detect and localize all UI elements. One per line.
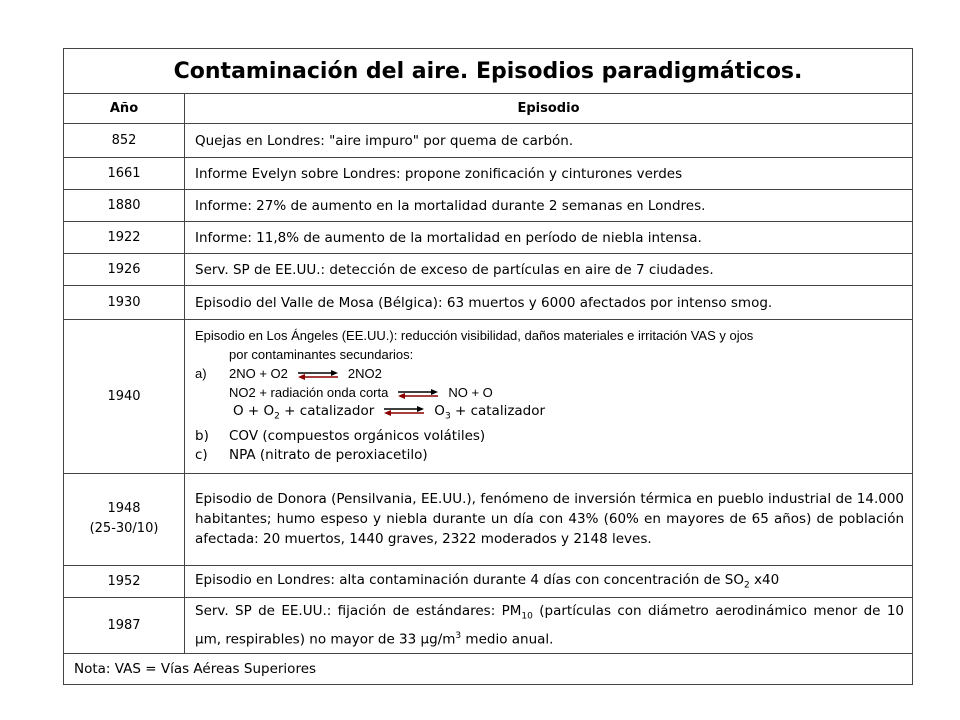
row-episode-1940 [185,320,913,474]
row-episode: Informe Evelyn sobre Londres: propone zonificación y cinturones verdes [185,158,913,190]
row-year: 1930 [64,286,185,320]
table-row-note [64,653,913,684]
table-row [64,158,913,190]
equilibrium-arrows-icon [382,406,426,416]
row-episode: Episodio de Donora (Pensilvania, EE.UU.), fenómeno de inversión térmica en pueblo industrial de 14.000 habitantes; humo espeso y niebla durante un día con 43% (60% en mayores de 65 años) de población afectada: 20 muertos, 1440 graves, 2322 moderados y 2148 leves. [185,473,913,565]
row-year: 1926 [64,254,185,286]
los-angeles-intro: Episodio en Los Ángeles (EE.UU.): reducción visibilidad, daños materiales e irritación VAS y ojos [195,328,754,343]
los-angeles-intro-cont: por contaminantes secundarios: [229,347,414,362]
row-episode: Episodio en Londres: alta contaminación durante 4 días con concentración de $SO_2$ x40 [185,565,913,597]
footnote: Nota: VAS = Vías Aéreas Superiores [64,653,913,684]
row-year: 1948 (25-30/10) [64,473,185,565]
table-row [64,190,913,222]
item-b: b) COV (compuestos orgánicos volátiles) [195,427,486,444]
row-year: 1987 [64,597,185,653]
equilibrium-arrows-icon [296,370,340,380]
row-year: 852 [64,124,185,158]
row-year: 1952 [64,565,185,597]
header-episode: Episodio [185,94,913,124]
item-c: c) NPA (nitrato de peroxiacetilo) [195,446,428,463]
table-row [64,254,913,286]
reaction-no2: NO2 + radiación onda corta NO + O [229,385,493,400]
row-episode: Informe: 11,8% de aumento de la mortalidad en período de niebla intensa. [185,222,913,254]
table-row [64,286,913,320]
table-row [64,124,913,158]
header-year: Año [64,94,185,124]
table-row-1987 [64,597,913,653]
row-episode: Serv. SP de EE.UU.: detección de exceso de partículas en aire de 7 ciudades. [185,254,913,286]
row-year: 1661 [64,158,185,190]
row-year: 1922 [64,222,185,254]
episodes-table [63,48,913,685]
row-year: 1880 [64,190,185,222]
reaction-ozone: $O + O_2$ + catalizador $O_3$ + catalizador [233,403,546,422]
row-year: 1940 [64,320,185,474]
table-row-1940 [64,320,913,474]
equilibrium-arrows-icon [396,389,440,399]
table-row-1948 [64,473,913,565]
table-row [64,222,913,254]
row-episode: Serv. SP de EE.UU.: fijación de estándares: $PM_{10}$ (partículas con diámetro aerodinámico menor de 10 µm, respirables) no mayor de 33 $\mu g/m^3$ medio anual. [185,597,913,653]
row-episode: Informe: 27% de aumento en la mortalidad durante 2 semanas en Londres. [185,190,913,222]
table-row-1952 [64,565,913,597]
table-title: Contaminación del aire. Episodios paradigmáticos. [64,49,913,94]
row-episode: Episodio del Valle de Mosa (Bélgica): 63 muertos y 6000 afectados por intenso smog. [185,286,913,320]
row-episode: Quejas en Londres: "aire impuro" por quema de carbón. [185,124,913,158]
reaction-a: a) 2NO + O2 2NO2 [195,366,382,381]
